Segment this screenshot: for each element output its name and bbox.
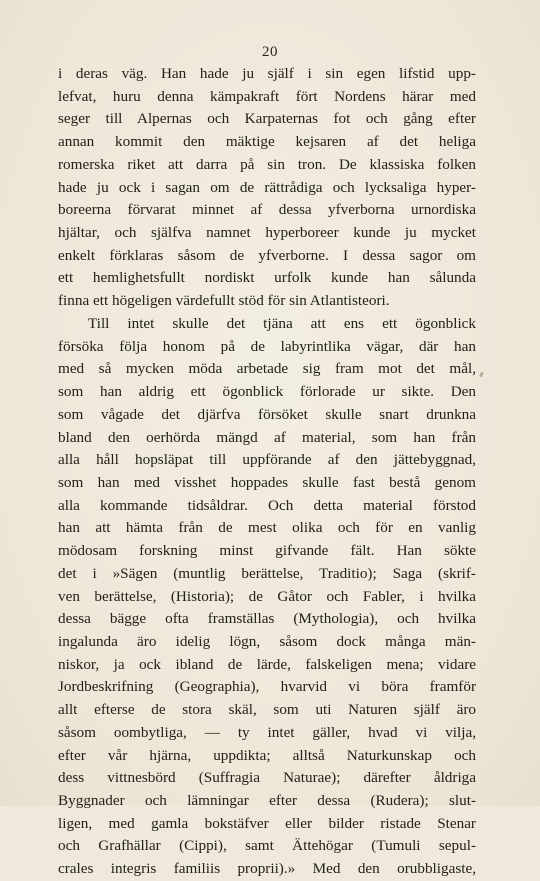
text-line: som han med visshet hoppades skulle fast bestå genom [58, 473, 476, 491]
text-line: dessa bägge ofta framställas (Mythologia), och hvilka [58, 610, 476, 628]
text-line: det i »Sägen (muntlig berättelse, Traditio); Saga (skrif- [58, 564, 476, 582]
text-line: han att hämta från de mest olika och för en vanlig [58, 519, 476, 537]
text-line: i deras väg. Han hade ju själf i sin egen lifstid upp- [58, 65, 476, 82]
page-number: 20 [262, 44, 278, 60]
text-line: och Grafhällar (Cippi), samt Ättehögar (Tumuli sepul- [58, 837, 476, 855]
text-line: dess vittnesbörd (Suffragia Naturae); därefter åldriga [58, 769, 476, 787]
text-line: Jordbeskrifning (Geographia), hvarvid vi böra framför [58, 678, 476, 696]
text-line: ligen, med gamla bokstäfver eller bilder ristade Stenar [58, 814, 476, 832]
text-line: med så mycken möda arbetade sig fram mot det mål, [58, 360, 476, 378]
body-text [58, 63, 476, 881]
text-line: enkelt förklaras såsom de yfverborne. I dessa sagor om [58, 246, 476, 264]
text-line: finna ett högeligen värdefullt stöd för sin Atlantisteori. [58, 292, 390, 310]
text-line: boreerna förvarat minnet af dessa yfverborna urnordiska [58, 201, 476, 219]
text-line: ingalunda äro idelig lögn, såsom dock många män- [58, 632, 476, 650]
paper-blemish [479, 372, 484, 378]
text-line: hjältar, och själfva namnet hyperboreer kunde ju mycket [58, 224, 476, 242]
text-line: niskor, ja ock ibland de lärde, falskeligen mena; vidare [58, 655, 476, 673]
text-line: ven berättelse, (Historia); de Gåtor och Fabler, i hvilka [58, 587, 476, 605]
text-line: Byggnader och lämningar efter dessa (Rudera); slut- [58, 792, 476, 809]
text-line: hade ju ock i sagan om de rättrådiga och lycksaliga hyper- [58, 178, 476, 196]
text-line: ett hemlighetsfullt nordiskt urfolk kunde han sålunda [58, 269, 476, 287]
text-line: som han aldrig ett ögonblick förlorade ur sikte. Den [58, 383, 476, 401]
text-line: lefvat, huru denna kämpakraft fört Nordens härar med [58, 87, 476, 105]
text-line: som vågade det djärfva försöket skulle snart drunkna [58, 405, 476, 423]
text-line: seger till Alpernas och Karpaternas fot och gång efter [58, 110, 476, 128]
text-line: romerska riket att darra på sin tron. De klassiska folken [58, 155, 476, 173]
text-line: Till intet skulle det tjäna att ens ett ögonblick [88, 314, 476, 332]
text-line: efter vår hjärna, uppdikta; alltså Naturkunskap och [58, 746, 476, 764]
text-line: alla kommande tidsåldrar. Och detta material förstod [58, 496, 476, 514]
text-line: alla håll hopsläpat till uppförande af den jättebyggnad, [58, 451, 476, 469]
text-line: annan kommit den mäktige kejsaren af det heliga [58, 133, 476, 151]
text-line: crales integris familiis proprii).» Med den orubbligaste, [58, 860, 476, 878]
text-line: mödosam forskning minst gifvande fält. Han sökte [58, 542, 476, 560]
text-line: allt efterse de stora skäl, som uti Naturen själf äro [58, 701, 476, 719]
text-line: såsom oombytliga, — ty intet gäller, hvad vi vilja, [58, 723, 476, 741]
text-line: försöka följa honom på de labyrintlika vägar, där han [58, 337, 476, 355]
text-line: bland den oerhörda mängd af material, som han från [58, 428, 476, 446]
